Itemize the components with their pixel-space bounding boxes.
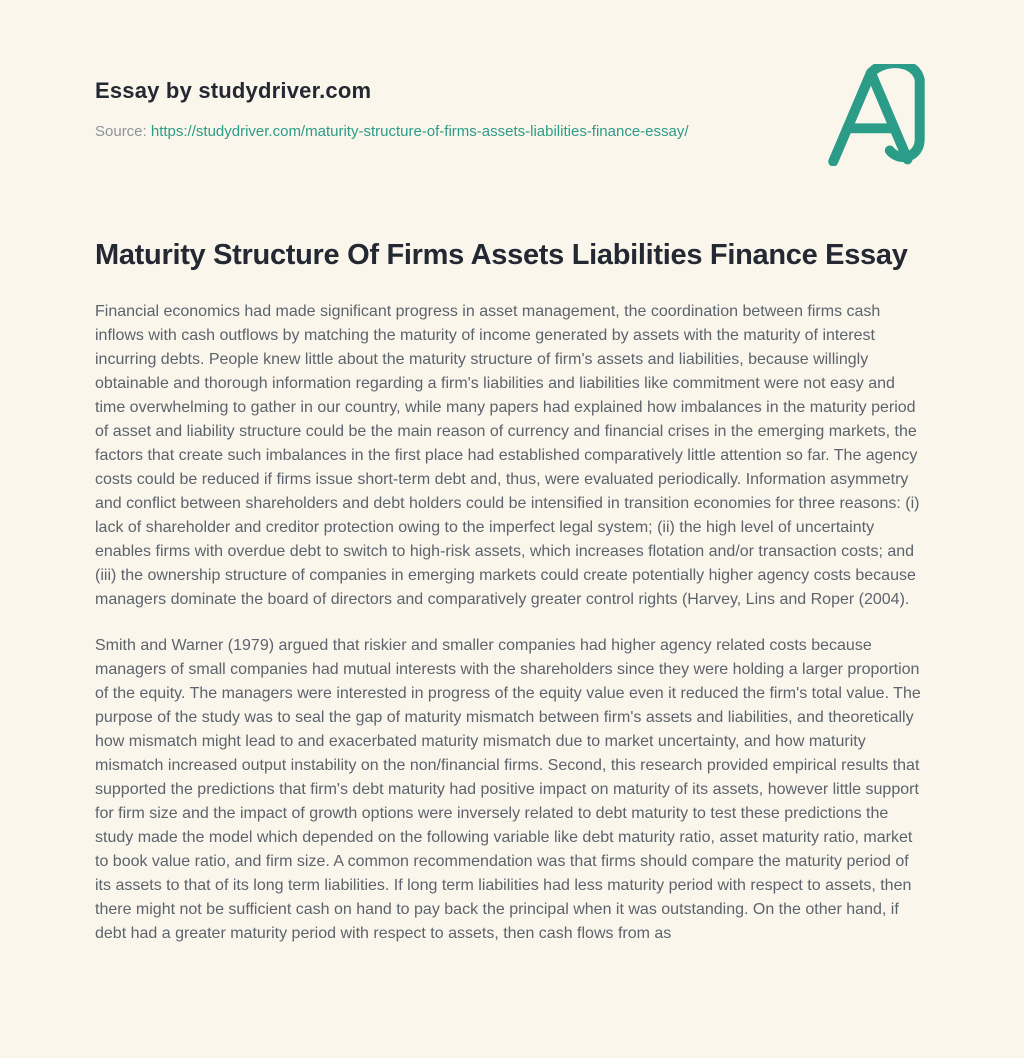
byline: Essay by studydriver.com (95, 78, 372, 103)
essay-paragraph-1: Financial economics had made significant progress in asset management, the coordination between firms cash inflows with cash outflows by matching the maturity of income generated by assets with the maturity of interest incurring debts. People knew little about the maturity structure of firm's assets and liabilities, because willingly obtainable and thorough information regarding a firm's liabilities and liabilities like commitment were not easy and time overwhelming to gather in our country, while many papers had explained how imbalances in the maturity period of asset and liability structure could be the main reason of currency and financial crises in the emerging markets, the factors that create such imbalances in the first place had established comparatively little attention so far. The agency costs could be reduced if firms issue short-term debt and, thus, were evaluated periodically. Information asymmetry and conflict between shareholders and debt holders could be intensified in transition economies for three reasons: (i) lack of shareholder and creditor protection owing to the imperfect legal system; (ii) the high level of uncertainty enables firms with overdue debt to switch to high-risk assets, which increases flotation and/or transaction costs; and (iii) the ownership structure of companies in emerging markets could create potentially higher agency costs because managers dominate the board of directors and comparatively greater control rights (Harvey, Lins and Roper (2004). (95, 303, 920, 609)
source-line (95, 120, 743, 143)
essay-body (95, 300, 929, 946)
source-link[interactable]: https://studydriver.com/maturity-structure-of-firms-assets-liabilities-finance-essay/ (150, 123, 689, 140)
essay-paragraph-2: Smith and Warner (1979) argued that riskier and smaller companies had higher agency related costs because managers of small companies had mutual interests with the shareholders since they were holding a larger proportion of the equity. The managers were interested in progress of the equity value even it reduced the firm's total value. The purpose of the study was to seal the gap of maturity mismatch between firm's assets and liabilities, and theoretically how mismatch might lead to and exacerbated maturity mismatch due to market uncertainty, and how maturity mismatch increased output instability on the non/financial firms. Second, this research provided empirical results that supported the predictions that firm's debt maturity had positive impact on maturity of its assets, however little support for firm size and the impact of growth options were inversely related to debt maturity to test these predictions the study made the model which depended on the following variable like debt maturity ratio, asset maturity ratio, market to book value ratio, and firm size. A common recommendation was that firms should compare the maturity period of its assets to that of its long term liabilities. If long term liabilities had less maturity period with respect to assets, then there might not be sufficient cash on hand to pay back the principal when it was outstanding. On the other hand, if debt had a greater maturity period with respect to assets, then cash flows from as (95, 637, 921, 943)
source-label: Source: (95, 123, 147, 140)
essay-title: Maturity Structure Of Firms Assets Liabilities Finance Essay (95, 239, 908, 272)
studydriver-logo-icon (826, 64, 938, 166)
